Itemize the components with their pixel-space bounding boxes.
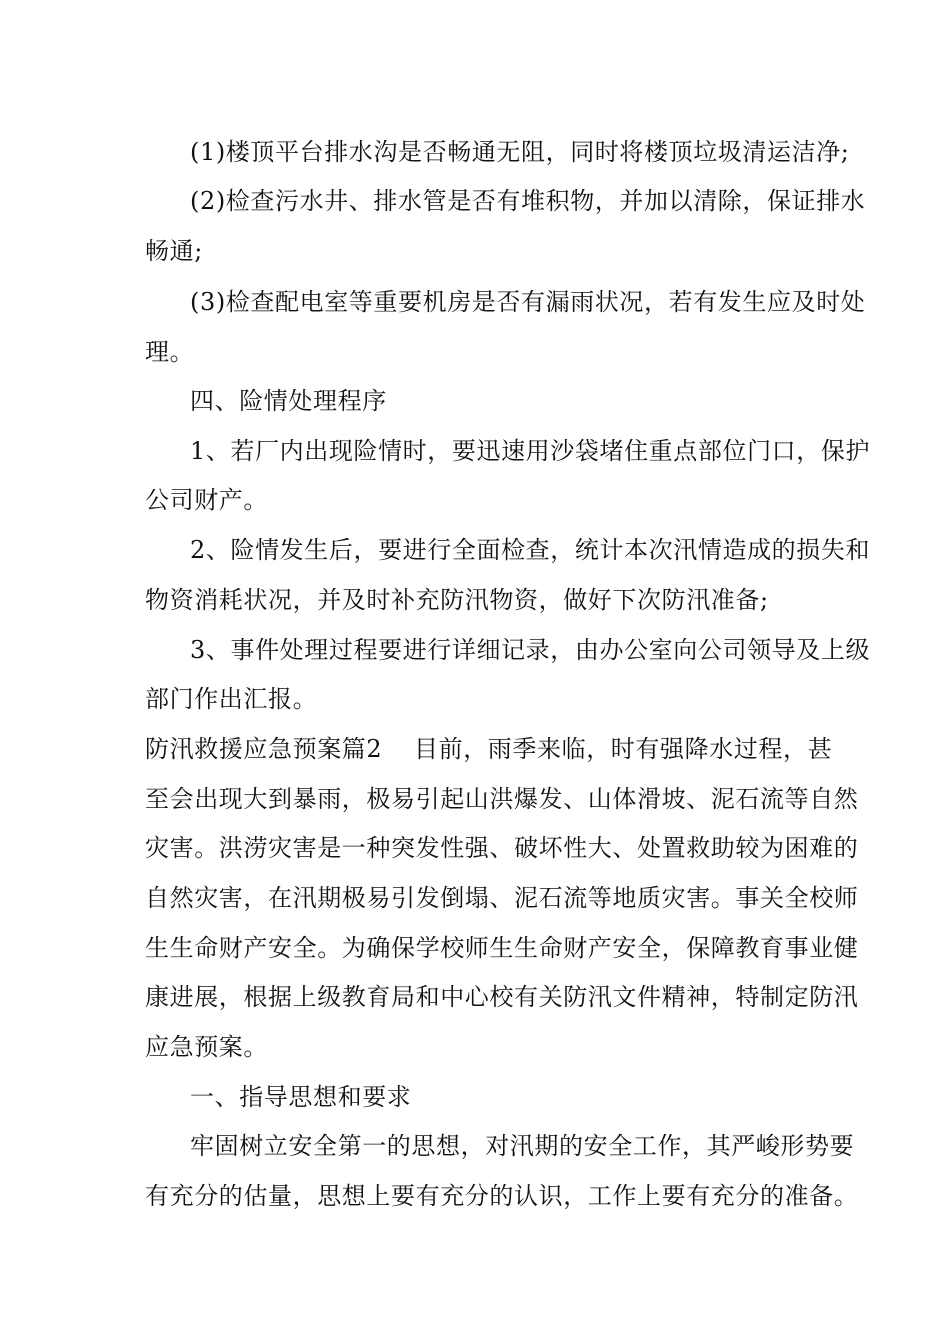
text-line: 目前，雨季来临，时有强降水过程，甚 xyxy=(414,735,833,763)
text-line: (3)检查配电室等重要机房是否有漏雨状况，若有发生应及时处 xyxy=(190,288,866,316)
text-line: (1)楼顶平台排水沟是否畅通无阻，同时将楼顶垃圾清运洁净; xyxy=(190,138,850,166)
text-line: 应急预案。 xyxy=(145,1033,268,1061)
text-line: 畅通; xyxy=(145,237,203,265)
text-line: 物资消耗状况，并及时补充防汛物资，做好下次防汛准备; xyxy=(145,586,769,614)
document-title: 防汛救援应急预案篇2 xyxy=(145,735,383,763)
text-line: 1、若厂内出现险情时，要迅速用沙袋堵住重点部位门口，保护 xyxy=(190,437,871,465)
text-line: 至会出现大到暴雨，极易引起山洪爆发、山体滑坡、泥石流等自然 xyxy=(145,785,859,813)
text-line: 公司财产。 xyxy=(145,486,268,514)
text-line: 有充分的估量，思想上要有充分的认识，工作上要有充分的准备。 xyxy=(145,1182,859,1210)
text-line: 灾害。洪涝灾害是一种突发性强、破坏性大、处置救助较为困难的 xyxy=(145,834,859,862)
text-line: 部门作出汇报。 xyxy=(145,685,318,713)
text-line: 自然灾害，在汛期极易引发倒塌、泥石流等地质灾害。事关全校师 xyxy=(145,884,859,912)
text-line: 生生命财产安全。为确保学校师生生命财产安全，保障教育事业健 xyxy=(145,934,859,962)
section-heading: 四、险情处理程序 xyxy=(190,387,387,415)
text-line: 康进展，根据上级教育局和中心校有关防汛文件精神，特制定防汛 xyxy=(145,983,859,1011)
text-line: 3、事件处理过程要进行详细记录，由办公室向公司领导及上级 xyxy=(190,636,871,664)
section-heading: 一、指导思想和要求 xyxy=(190,1083,412,1111)
text-line: 理。 xyxy=(145,338,195,366)
text-line: (2)检查污水井、排水管是否有堆积物，并加以清除，保证排水 xyxy=(190,187,866,215)
text-line: 牢固树立安全第一的思想，对汛期的安全工作，其严峻形势要 xyxy=(190,1132,855,1160)
text-line: 2、险情发生后，要进行全面检查，统计本次汛情造成的损失和 xyxy=(190,536,871,564)
